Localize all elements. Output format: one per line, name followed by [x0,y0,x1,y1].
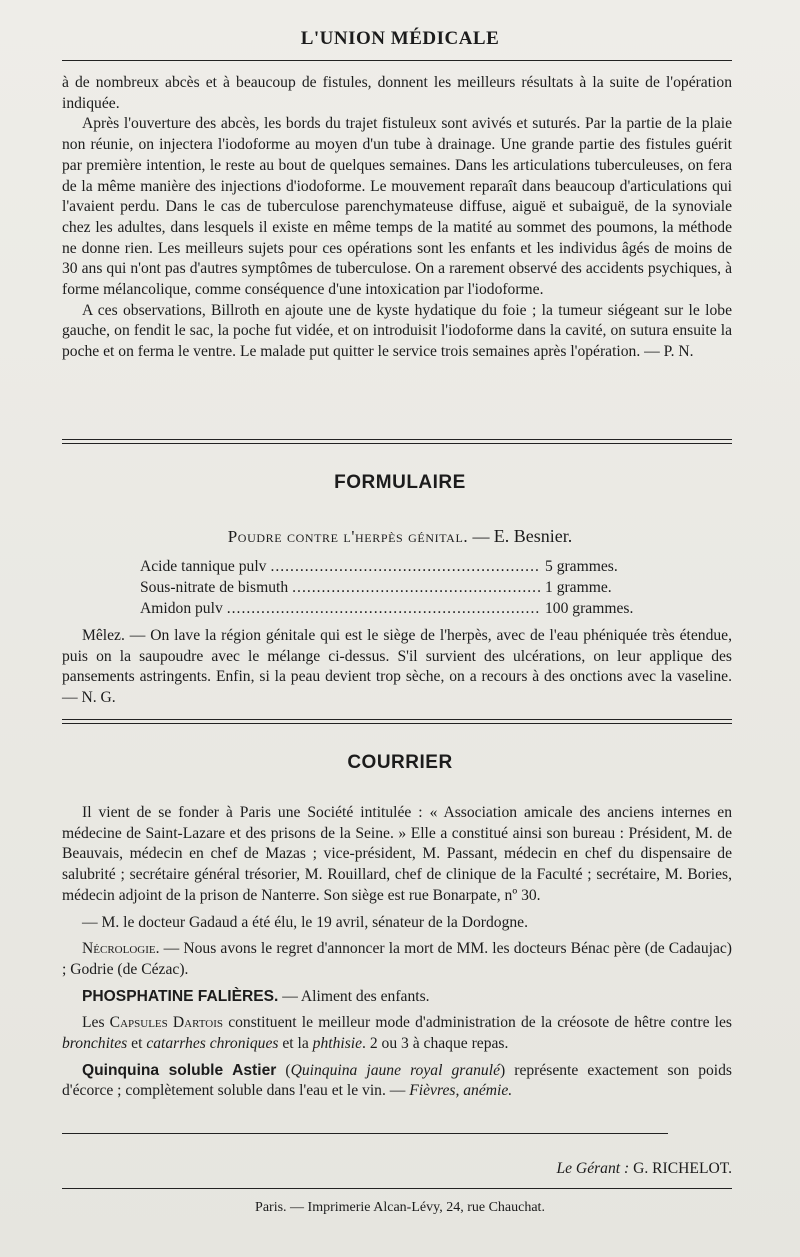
section-divider-1 [62,439,732,444]
advert-capsules-italic: bronchites [62,1035,128,1053]
necrology-label: Nécrologie. [82,940,160,958]
advert-quinquina-italic: Quinquina jaune royal granulé [290,1061,500,1079]
advert-quinquina-text: ( [276,1061,291,1079]
ingredient-name: Sous-nitrate de bismuth [140,579,289,596]
recipe-instructions: Mêlez. — On lave la région génitale qui est le siège de l'herpès, avec de l'eau phéniquée très étendue, puis on la saupoudre avec le mélange ci-dessus. S'il survient des ulcérations, on leur applique des pansements astringents. Enfin, si la peau devient trop sèche, on a recours à des onctions avec la vaseline. — N. G. [62,627,732,707]
courrier-body [62,803,732,1102]
advert-capsules-italic: phthisie [312,1035,363,1053]
advert-quinquina-italic: Fièvres, anémie. [409,1082,513,1100]
advert-quinquina [62,1061,732,1102]
advert-capsules-name: Capsules Dartois [109,1014,224,1032]
formulaire-title: FORMULAIRE [334,472,466,493]
advert-capsules-text: . 2 ou 3 à chaque repas. [362,1035,509,1053]
advert-quinquina-text: ) représente exactement son poids d'écorce ; complètement soluble dans l'eau et le vin. — [62,1061,732,1100]
advert-phosphatine-text: — Aliment des enfants. [278,987,430,1005]
recipe-dash: — [472,527,490,546]
leader-dots [227,600,541,618]
advert-quinquina-name: Quinquina soluble Astier [82,1061,277,1079]
advert-capsules [62,1013,732,1054]
gerant-name: G. RICHELOT. [629,1160,732,1177]
header-rule [62,60,732,61]
advert-capsules-text: et [127,1035,147,1053]
necrology-paragraph [62,939,732,980]
gerant-line [62,1160,732,1178]
leader-dots [270,558,541,576]
advert-phosphatine [62,987,732,1008]
ingredient-quantity: 100 grammes. [545,600,634,617]
ingredient-name: Acide tannique pulv [140,558,267,575]
advert-capsules-text: constituent le meilleur mode d'administration de la créosote de hêtre contre les [223,1014,732,1032]
ingredient-row [140,558,660,579]
ingredient-row [140,600,660,621]
recipe-heading [0,526,800,547]
article-continuation [62,73,732,363]
leader-dots [292,579,541,597]
footer-rule-1 [62,1133,668,1134]
gerant-label: Le Gérant : [556,1160,630,1177]
necrology-text: — Nous avons le regret d'annoncer la mort de MM. les docteurs Bénac père (de Cadaujac) ; Godrie (de Cézac). [62,940,732,978]
advert-capsules-italic: catarrhes chroniques [146,1035,279,1053]
advert-capsules-text: Les [82,1014,110,1032]
recipe-instructions-block [62,626,732,709]
page-header: L'UNION MÉDICALE [300,28,500,49]
ingredient-row [140,579,660,600]
intro-paragraph-2: Après l'ouverture des abcès, les bords du trajet fistuleux sont avivés et suturés. Par la partie de la plaie non réunie, on injectera l'iodoforme au moyen d'un tube à drainage. Une grande partie des fistules guérit par première intention, le reste au bout de quelques semaines. Dans les articulations tuberculeuses, on fera de la même manière des injections d'iodoforme. Le mouvement reparaît dans beaucoup d'articulations qui l'avaient perdu. Dans le cas de tuberculose parenchymateuse diffuse, aiguë et subaiguë, de la synoviale chez les adultes, dans lesquels il existe en même temps de la matité au sommet des poumons, la méthode ne donne rien. Les meilleurs sujets pour ces opérations sont les enfants et les individus âgés de moins de 30 ans qui n'ont pas d'autres symptômes de tuberculose. On a rarement observé des accidents psychiques, à forme mélancolique, comme conséquence d'une intoxication par l'iodoforme. [62,115,732,299]
courrier-title: COURRIER [347,752,453,773]
intro-paragraph-1: à de nombreux abcès et à beaucoup de fistules, donnent les meilleurs résultats à la suite de l'opération indiquée. [62,74,732,112]
recipe-name: Poudre contre l'herpès génital. [227,527,469,546]
ingredient-quantity: 1 gramme. [545,579,612,596]
courrier-paragraph-1: Il vient de se fonder à Paris une Société intitulée : « Association amicale des anciens internes en médecine de Saint-Lazare et des prisons de la Seine. » Elle a constitué ainsi son bureau : Président, M. de Beauvais, médecin en chef de Mazas ; vice-président, M. Passant, médecin en chef du dispensaire de salubrité ; secrétaire général trésorier, M. Rouillard, chef de clinique de la Faculté ; secrétaire, M. Bories, médecin adjoint de la prison de Nanterre. Son siège est rue Bonarpate, nº 30. [62,804,732,904]
section-divider-2 [62,719,732,724]
ingredient-name: Amidon pulv [140,600,223,617]
courrier-paragraph-2: — M. le docteur Gadaud a été élu, le 19 avril, sénateur de la Dordogne. [82,913,528,931]
advert-phosphatine-name: PHOSPHATINE FALIÈRES. [82,987,279,1005]
recipe-author: E. Besnier. [493,526,573,546]
ingredient-quantity: 5 grammes. [545,558,618,575]
footer-rule-2 [62,1188,732,1189]
advert-capsules-text: et la [278,1035,313,1053]
ingredient-list [140,558,660,621]
printer-imprint: Paris. — Imprimerie Alcan-Lévy, 24, rue Chauchat. [255,1200,545,1215]
intro-paragraph-3: A ces observations, Billroth en ajoute une de kyste hydatique du foie ; la tumeur siégeant sur le lobe gauche, on fendit le sac, la poche fut vidée, et on introduisit l'iodoforme dans la cavité, on sutura ensuite la poche et on ferma le ventre. Le malade put quitter le service trois semaines après l'opération. — P. N. [62,301,732,361]
